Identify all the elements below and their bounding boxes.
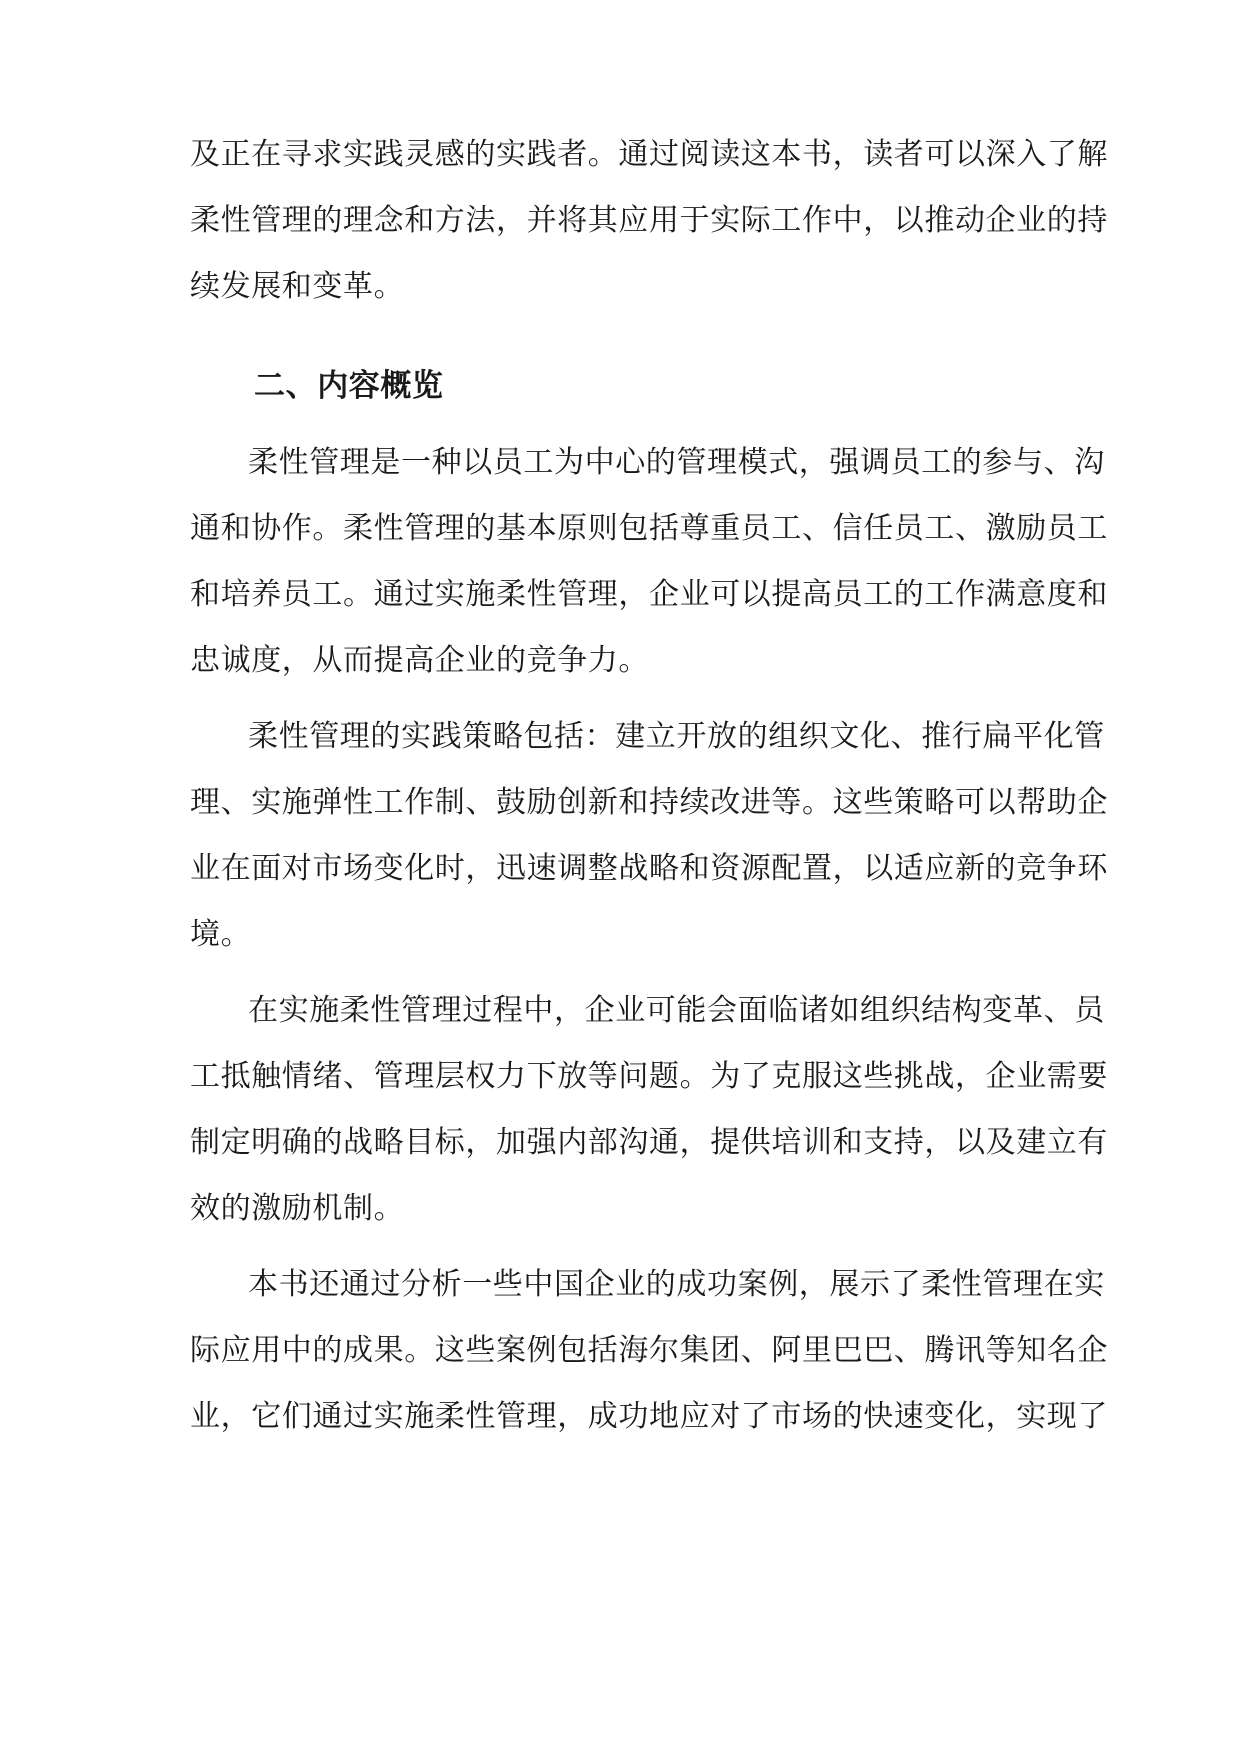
p3-line-2: 工抵触情绪、管理层权力下放等问题。为了克服这些挑战，企业需要 (190, 1059, 1108, 1094)
p1-line-2: 通和协作。柔性管理的基本原则包括尊重员工、信任员工、激励员工 (190, 511, 1108, 546)
p1-line-1: 柔性管理是一种以员工为中心的管理模式，强调员工的参与、沟 (248, 445, 1105, 480)
p4-line-3: 业，它们通过实施柔性管理，成功地应对了市场的快速变化，实现了 (190, 1399, 1108, 1434)
p1-line-3: 和培养员工。通过实施柔性管理，企业可以提高员工的工作满意度和 (190, 577, 1108, 612)
intro-line-1: 及正在寻求实践灵感的实践者。通过阅读这本书，读者可以深入了解 (190, 137, 1108, 172)
p2-line-1: 柔性管理的实践策略包括：建立开放的组织文化、推行扁平化管 (248, 719, 1105, 754)
intro-line-2: 柔性管理的理念和方法，并将其应用于实际工作中，以推动企业的持 (190, 203, 1108, 238)
p2-line-4: 境。 (190, 917, 252, 952)
p1-line-4: 忠诚度，从而提高企业的竞争力。 (190, 643, 649, 678)
section-heading: 二、内容概览 (254, 368, 444, 404)
p4-line-2: 际应用中的成果。这些案例包括海尔集团、阿里巴巴、腾讯等知名企 (190, 1333, 1108, 1368)
p2-line-3: 业在面对市场变化时，迅速调整战略和资源配置，以适应新的竞争环 (190, 851, 1108, 886)
p3-line-4: 效的激励机制。 (190, 1191, 405, 1226)
p2-line-2: 理、实施弹性工作制、鼓励创新和持续改进等。这些策略可以帮助企 (190, 785, 1108, 820)
p3-line-3: 制定明确的战略目标，加强内部沟通，提供培训和支持，以及建立有 (190, 1125, 1108, 1160)
p4-line-1: 本书还通过分析一些中国企业的成功案例，展示了柔性管理在实 (248, 1267, 1105, 1302)
intro-line-3: 续发展和变革。 (190, 269, 405, 304)
p3-line-1: 在实施柔性管理过程中，企业可能会面临诸如组织结构变革、员 (248, 993, 1105, 1028)
